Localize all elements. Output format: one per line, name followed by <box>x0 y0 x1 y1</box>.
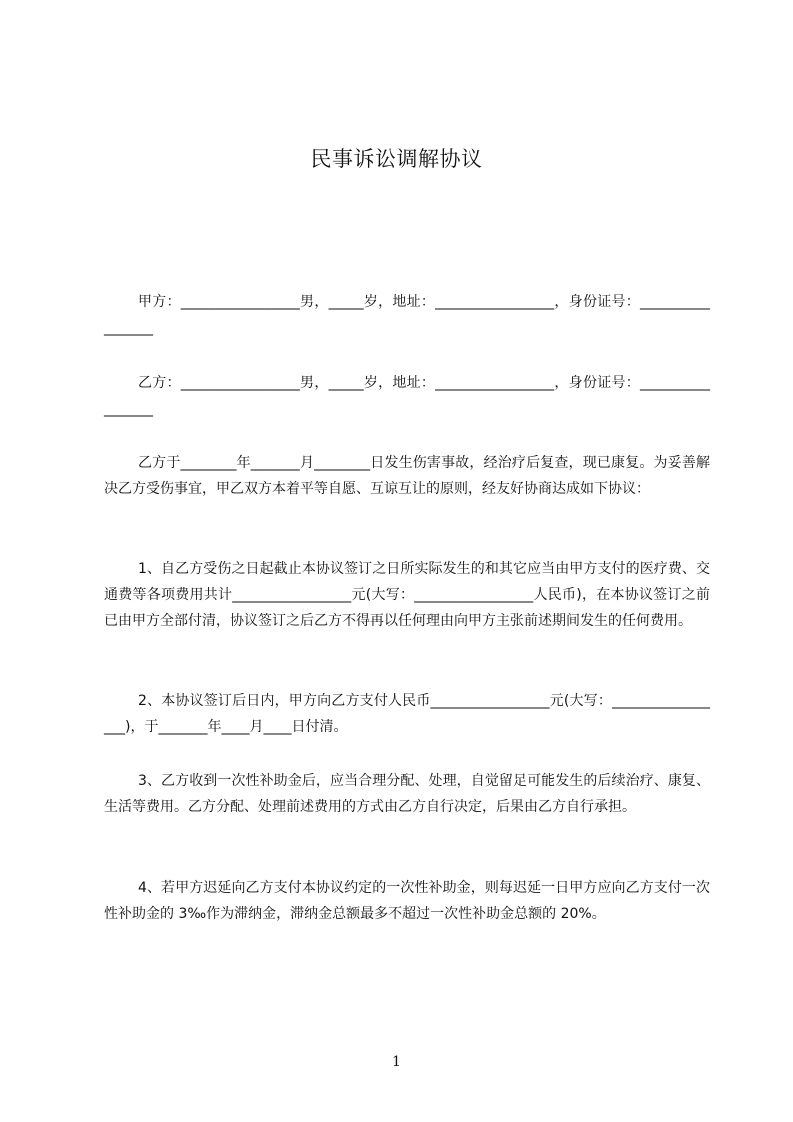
party-b-paragraph: 乙方：_________________男，_____岁，地址：_________________，身份证号：_________________ <box>104 375 710 417</box>
page-number: 1 <box>392 1054 401 1070</box>
clause-3-paragraph: 3、乙方收到一次性补助金后，应当合理分配、处理，自觉留足可能发生的后续治疗、康复、生活等费用。乙方分配、处理前述费用的方式由乙方自行决定，后果由乙方自行承担。 <box>104 773 710 815</box>
party-a-paragraph: 甲方：_________________男，_____岁，地址：_________________，身份证号：_________________ <box>104 294 710 336</box>
page-title: 民事诉讼调解协议 <box>310 147 483 171</box>
incident-paragraph: 乙方于________年_______月________日发生伤害事故，经治疗后复查，现已康复。为妥善解决乙方受伤事宜，甲乙双方本着平等自愿、互谅互让的原则，经友好协商达成如下协议： <box>104 455 710 497</box>
clause-2-paragraph: 2、本协议签订后日内，甲方向乙方支付人民币_________________元(大写：_________________)，于_______年____月____日付清。 <box>104 693 710 735</box>
clause-4-paragraph: 4、若甲方迟延向乙方支付本协议约定的一次性补助金，则每迟延一日甲方应向乙方支付一次性补助金的 3‰作为滞纳金，滞纳金总额最多不超过一次性补助金总额的 20%。 <box>104 880 710 922</box>
clause-1-paragraph: 1、自乙方受伤之日起截止本协议签订之日所实际发生的和其它应当由甲方支付的医疗费、交通费等各项费用共计_________________元(大写：_________________人民币)，在本协议签订之前已由甲方全部付清，协议签订之后乙方不得再以任何理由向甲方主张前述期间发生的任何费用。 <box>104 561 710 629</box>
